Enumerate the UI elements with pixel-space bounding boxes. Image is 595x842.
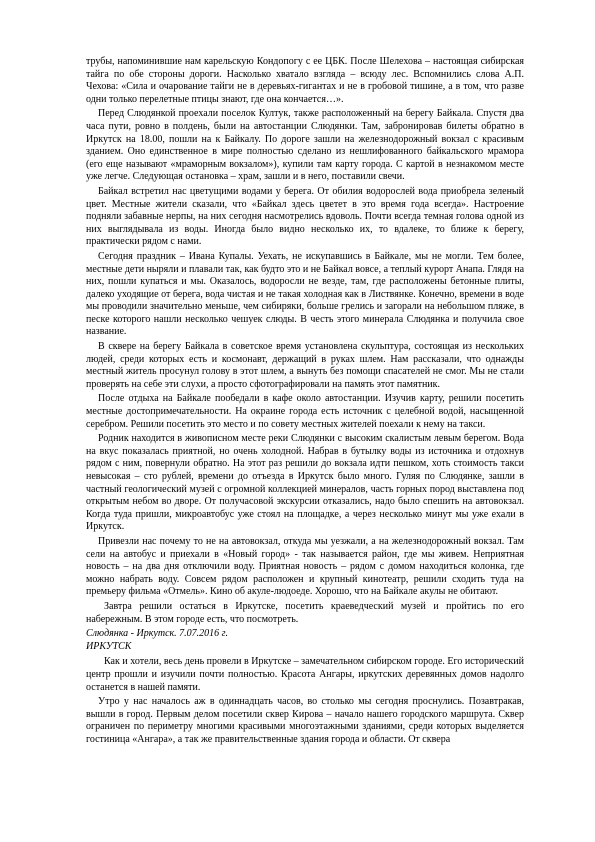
paragraph-tomorrow: Завтра решили остаться в Иркутске, посетить краеведческий музей и пройтись по его набережным. В этом городе есть, что посмотреть. <box>86 600 524 625</box>
paragraph-lunch: После отдыха на Байкале пообедали в кафе около автостанции. Изучив карту, решили посетить местные достопримечательности. На окраине города есть источник с целебной водой, насыщенной серебром. Решили посетить это место и по совету местных жителей поехали к нему на такси. <box>86 393 524 430</box>
paragraph-return: Привезли нас почему то не на автовокзал, откуда мы уезжали, а на железнодорожный вокзал. Там сели на автобус и приехали в «Новый город» - так называется район, где мы живем. Неприятная новость – на два дня отключили воду. Приятная новость – рядом с домом находиться колонка, где можно набрать воду. Совсем рядом расположен и крупный кинотеатр, решили сходить туда на премьеру фильма «Отмель». Кино об акуле-людоеде. Хорошо, что на Байкале акулы не обитают. <box>86 535 524 598</box>
paragraph-slyudyanka-arrival: Перед Слюдянкой проехали поселок Култук, также расположенный на берегу Байкала. Спустя два часа пути, ровно в полдень, были на автостанции Слюдянки. Там, забронировав билеты обратно в Иркутск на 18.00, пошли на к Байкалу. По дороге зашли на железнодорожный вокзал с красивым зданием. Оно единственное в мире полностью сделано из нешлифованного байкальского мрамора (его еще называют «мраморным вокзалом»), купили там карту города. С картой в незнакомом месте уже легче. Следующая остановка – храм, зашли и в него, поставили свечи. <box>86 108 524 183</box>
paragraph-spring: Родник находится в живописном месте реки Слюдянки с высоким скалистым левым берегом. Вода на вкус показалась приятной, но очень холодной. Набрав в бутылку воды из источника и отдохнув рядом с ним, повернули обратно. На этот раз решили до вокзала идти пешком, хоть стоимость такси невысокая – сто рублей, времени до отъезда в Иркутск было много. Гуляя по Слюдянке, зашли в частный геологический музей с огромной коллекцией минералов, часть горных пород выставлена под открытым небом во дворе. От получасовой экскурсии отказались, надо было спешить на автовокзал. Когда туда пришли, микроавтобус уже стоял на площадке, а через несколько минут мы уже ехали в Иркутск. <box>86 433 524 533</box>
section-heading: ИРКУТСК <box>86 640 132 652</box>
paragraph-baikal-bloom: Байкал встретил нас цветущими водами у берега. От обилия водорослей вода приобрела зеленый цвет. Местные жители сказали, что «Байкал здесь цветет в это время года всегда». Настроение подняли забавные нерпы, на них сегодня насмотрелись вдоволь. Почти всегда темная голова одной из них выглядывала из воды. Иногда было видно несколько их, то вдалеке, то ближе к берегу, практически рядом с нами. <box>86 185 524 248</box>
paragraph-irkutsk-day: Как и хотели, весь день провели в Иркутске – замечательном сибирском городе. Его исторический центр прошли и изучили почти полностью. Красота Ангары, иркутских деревянных домов надолго останется в нашей памяти. <box>86 656 524 693</box>
document-page <box>86 56 524 748</box>
dateline: Слюдянка - Иркутск. 7.07.2016 г. <box>86 628 228 640</box>
paragraph-sculpture: В сквере на берегу Байкала в советское время установлена скульптура, состоящая из нескольких людей, среди которых есть и космонавт, держащий в руках шлем. Нам рассказали, что однажды местный житель просунул голову в этот шлем, а вынуть без помощи спасателей не смог. Мы не стали проверять на себе эти слухи, а просто сфотографировали на память этот памятник. <box>86 341 524 390</box>
paragraph-taiga: трубы, напоминившие нам карельскую Кондопогу с ее ЦБК. После Шелехова – настоящая сибирская тайга по обе стороны дороги. Насколько хватало взгляда – всюду лес. Вспомнились слова А.П. Чехова: «Сила и очарование тайги не в деревьях-гигантах и не в гробовой тишине, а в том, что разве одни только перелетные птицы знают, где она кончается…». <box>86 56 524 105</box>
paragraph-ivan-kupala: Сегодня праздник – Ивана Купалы. Уехать, не искупавшись в Байкале, мы не могли. Тем более, местные дети ныряли и плавали так, как будто это и не Байкал вовсе, а теплый курорт Анапа. Глядя на них, пошли купаться и мы. Оказалось, водоросли не везде, там, где расположены бетонные плиты, далеко уходящие от берега, вода чистая и не такая холодная как в Листвянке. Конечно, времени в воде мы проводили значительно меньше, чем сибиряки, больше грелись и загорали на небольшом пляже, в песке которого нашли несколько чешуек слюды. В честь этого минерала Слюдянка и получила свое название. <box>86 250 525 338</box>
paragraph-morning: Утро у нас началось аж в одиннадцать часов, во столько мы сегодня проснулись. Позавтракав, вышли в город. Первым делом посетили сквер Кирова – начало нашего городского маршрута. Сквер ограничен по периметру многими красивыми многоэтажными зданиями, среди которых выделяется гостиница «Ангара», а так же правительственные здания города и области. От сквера <box>86 696 524 745</box>
